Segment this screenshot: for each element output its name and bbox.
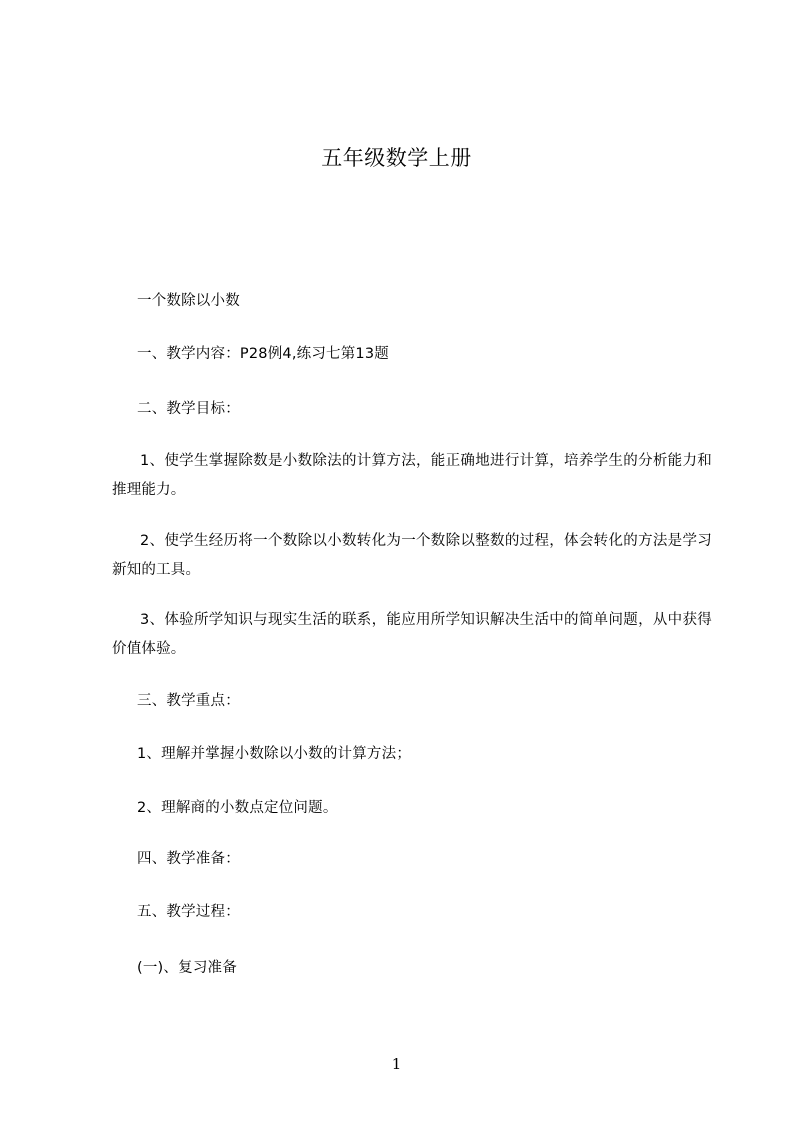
teaching-content: 一、教学内容：P28例4,练习七第13题 [137, 346, 389, 362]
key-points-heading: 三、教学重点： [137, 693, 240, 709]
section-heading: 一个数除以小数 [137, 293, 240, 309]
key-point-item: 2、理解商的小数点定位问题。 [137, 800, 338, 816]
subsection-heading: (一)、复习准备 [137, 960, 237, 976]
process-heading: 五、教学过程： [137, 904, 240, 920]
teaching-goals-heading: 二、教学目标： [137, 401, 240, 417]
goal-item: 3、体验所学知识与现实生活的联系，能应用所学知识解决生活中的简单问题，从中获得价值体验。 [112, 612, 712, 657]
key-point-item: 1、理解并掌握小数除以小数的计算方法； [137, 746, 412, 762]
preparation-heading: 四、教学准备： [137, 851, 240, 867]
document-title: 五年级数学上册 [321, 146, 472, 170]
page-number: 1 [391, 1055, 402, 1073]
goal-item: 2、使学生经历将一个数除以小数转化为一个数除以整数的过程，体会转化的方法是学习新知的工具。 [112, 533, 712, 578]
goal-item: 1、使学生掌握除数是小数除法的计算方法，能正确地进行计算，培养学生的分析能力和推理能力。 [112, 453, 712, 498]
